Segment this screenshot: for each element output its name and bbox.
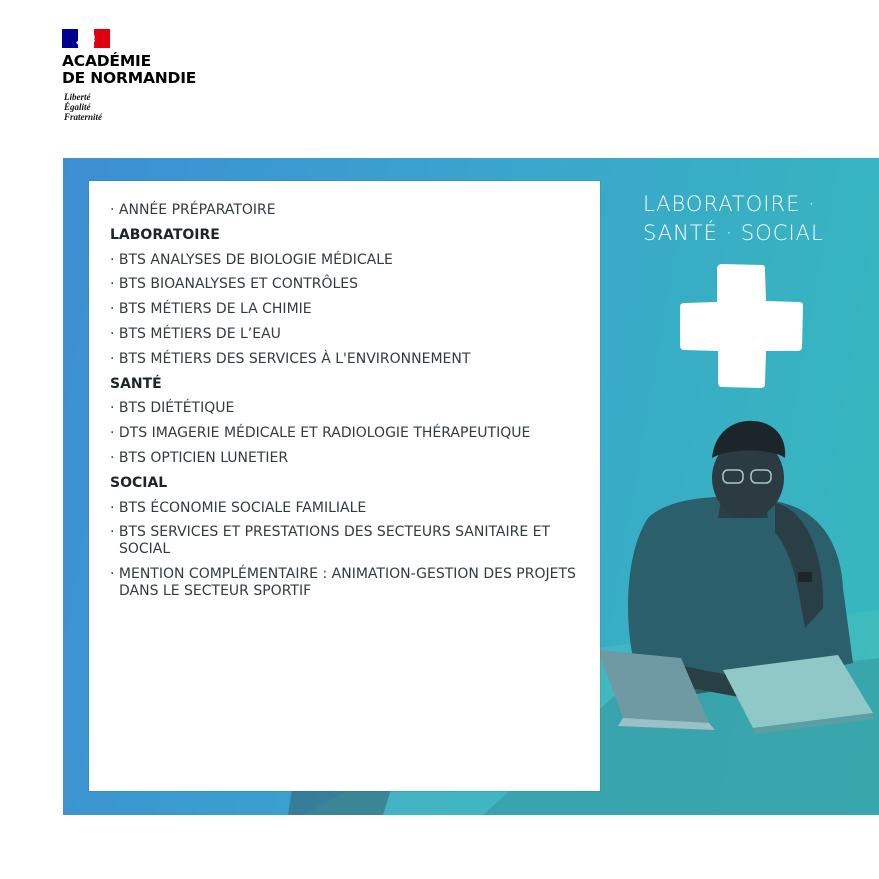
list-item-bts-economie-sociale: · BTS ÉCONOMIE SOCIALE FAMILIALE — [110, 499, 367, 516]
list-item-bts-services-environnement: · BTS MÉTIERS DES SERVICES À L'ENVIRONNEMENT — [110, 350, 471, 367]
list-item-annee-preparatoire: · ANNÉE PRÉPARATOIRE — [110, 202, 276, 218]
list-item-mention-complementaire: · MENTION COMPLÉMENTAIRE : ANIMATION-GESTION DES PROJETS DANS LE SECTEUR SPORTIF — [110, 566, 576, 600]
section-heading-sante: SANTÉ — [110, 375, 162, 392]
course-list — [110, 202, 590, 608]
institution-name-line1: ACADÉMIE — [62, 52, 152, 70]
list-item-bts-dietetique: · BTS DIÉTÉTIQUE — [110, 400, 235, 417]
medical-cross-icon — [676, 261, 806, 391]
section-heading-social: SOCIAL — [110, 474, 168, 491]
list-item-bts-analyses-biologie: · BTS ANALYSES DE BIOLOGIE MÉDICALE — [110, 251, 393, 268]
course-list-card — [89, 181, 600, 791]
list-item-bts-opticien-lunetier: · BTS OPTICIEN LUNETIER — [110, 449, 289, 466]
list-item-dts-imagerie-medicale: · DTS IMAGERIE MÉDICALE ET RADIOLOGIE THÉRAPEUTIQUE — [110, 425, 531, 442]
list-item-bts-bioanalyses: · BTS BIOANALYSES ET CONTRÔLES — [110, 276, 359, 293]
list-item-bts-metiers-chimie: · BTS MÉTIERS DE LA CHIMIE — [110, 301, 312, 318]
institution-name-line2: DE NORMANDIE — [62, 69, 197, 87]
marianne-flag-icon — [62, 29, 110, 48]
banner-title-line1: LABORATOIRE · — [643, 192, 816, 216]
list-item-bts-services-prestations: · BTS SERVICES ET PRESTATIONS DES SECTEURS SANITAIRE ET SOCIAL — [110, 524, 551, 558]
motto-egalite: Égalité — [64, 102, 91, 112]
motto-fraternite: Fraternité — [64, 112, 103, 122]
motto-liberte: Liberté — [64, 92, 91, 102]
list-item-bts-metiers-eau: · BTS MÉTIERS DE L’EAU — [110, 325, 281, 342]
banner-title-line2: SANTÉ · SOCIAL — [643, 221, 824, 245]
section-heading-laboratoire: LABORATOIRE — [110, 226, 220, 243]
